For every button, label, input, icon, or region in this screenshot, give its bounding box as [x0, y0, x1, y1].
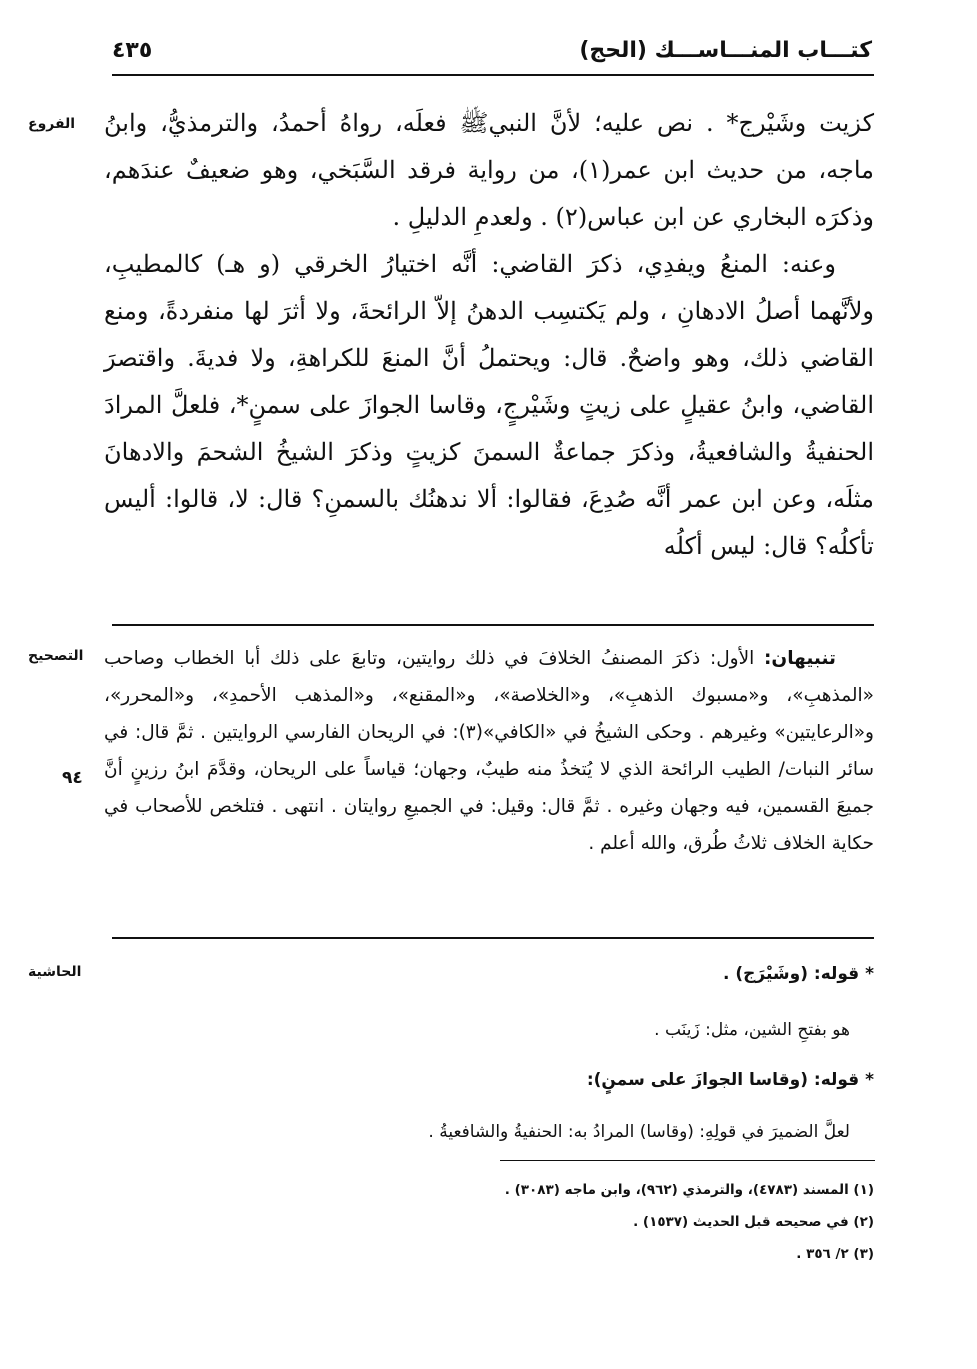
hashiya-note-2: لعلَّ الضميرَ في قولِهِ: (وقاسا) المرادُ به: الحنفيةُ والشافعيةُ . [428, 1122, 850, 1142]
margin-label-hashiya: الحاشية [28, 964, 82, 980]
footnote-1: (١) المسند (٤٧٨٣)، والترمذي (٩٦٢)، وابن ماجه (٣٠٨٣) . [504, 1182, 874, 1198]
margin-label-furu: الفروع [28, 116, 76, 132]
correction-text [104, 640, 874, 862]
hashiya-section [104, 964, 874, 1154]
margin-page-ref: ٩٤ [62, 768, 83, 788]
hashiya-note-1: هو بفتحِ الشين، مثل: زَينَب . [654, 1020, 850, 1040]
hashiya-heading-2: * قوله: (وقاسا الجوازَ على سمنٍ): [586, 1070, 874, 1090]
main-paragraph-2: وعنه: المنعُ ويفدِي، ذكرَ القاضي: أنَّه اختيارُ الخرقي (و هـ) كالمطيبِ، ولأنَّهما أصلُ الادهانِ ، ولم يَكتسِب الدهنُ إلاّ الرائحةَ، ولا أثرَ لها منفردةً، ومنع القاضي ذلك، وهو واضحٌ. قال: ويحتملُ أنَّ المنعَ للكراهةِ، ولا فديةَ. واقتصرَ القاضي، وابنُ عقيلٍ على زيتٍ وشَيْرجٍ، وقاسا الجوازَ على سمنٍ*، فلعلَّ المرادَ الحنفيةُ والشافعيةُ، وذكرَ جماعةٌ السمنَ كزيتٍ وذكرَ الشيخُ الشحمَ والادهانَ مثلَه، وعن ابن عمر أنَّه صُدِعَ، فقالوا: ألا ندهنُك بالسمنِ؟ قال: لا، قالوا: أليس تأكلُه؟ قال: ليس أكلُه [104, 250, 874, 560]
correction-lead: تنبيهان: [764, 648, 836, 669]
footnote-2: (٢) في صحيحه قبل الحديث (١٥٣٧) . [633, 1214, 874, 1230]
footnote-separator [500, 1160, 875, 1161]
correction-paragraph [104, 640, 874, 862]
margin-label-tashih: التصحيح [28, 648, 84, 664]
running-title: كتـــاب المنـــاســـك (الحج) [579, 38, 872, 63]
section-rule-1 [112, 624, 874, 626]
page-number: ٤٣٥ [112, 38, 153, 63]
footnote-3: (٣) ٢/ ٣٥٦ . [796, 1246, 874, 1262]
header-rule [112, 74, 874, 76]
page-header [112, 38, 872, 70]
main-paragraph-1: كزيت وشَيْرج* . نص عليه؛ لأنَّ النبيﷺ فعلَه، رواهُ أحمدُ، والترمذيُّ، وابنُ ماجه، من حديث ابن عمر(١)، من رواية فرقد السَّبَخي، وهو ضعيفٌ عندَهم، وذكرَه البخاري عن ابن عباس(٢) . ولعدمِ الدليلِ . [104, 109, 874, 231]
hashiya-heading-1: * قوله: (وشَيْرَج) . [723, 964, 874, 984]
main-text [104, 100, 874, 570]
correction-body: الأول: ذكرَ المصنفُ الخلافَ في ذلك روايتين، وتابعَ على ذلك أبا الخطاب وصاحب «المذهبِ»، و«مسبوك الذهبِ»، و«الخلاصة»، و«المقنع»، و«المذهب الأحمدِ»، و«المحرر»، و«الرعايتين» وغيرهم . وحكى الشيخُ في «الكافي»(٣): في الريحان الفارسي الروايتين . ثمَّ قال: في سائر النبات/ الطيب الرائحة الذي لا يُتخذُ منه طيبٌ، وجهان؛ قياساً على الريحان، وقدَّمَ ابنُ رزينٍ أنَّ جميعَ القسمين، فيه وجهان وغيره . ثمَّ قال: وقيل: في الجميعِ روايتان . انتهى . فتلخص للأصحاب في حكاية الخلاف ثلاثُ طُرق، والله أعلم . [104, 648, 874, 854]
section-rule-2 [112, 937, 874, 939]
